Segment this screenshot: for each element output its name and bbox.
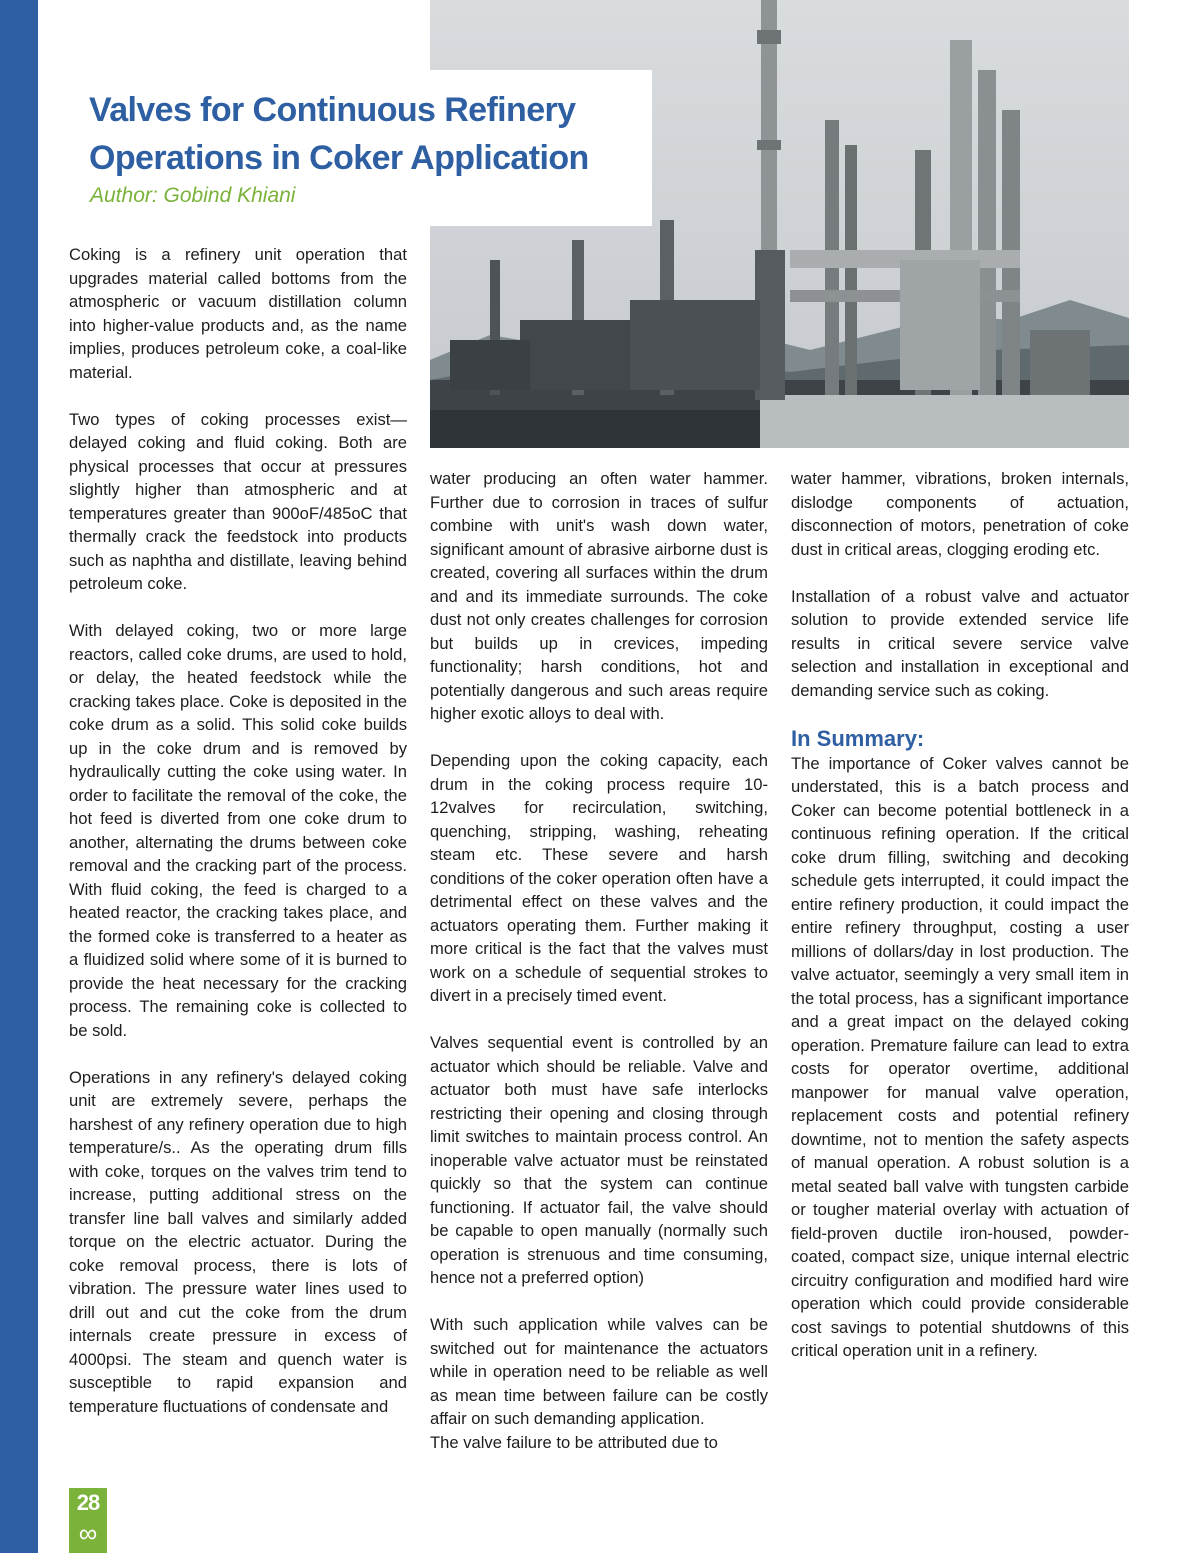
paragraph: Depending upon the coking capacity, each drum in the coking process require 10-12valves for recirculation, switching, quenching, stripping, washing, reheating steam etc. These severe and harsh conditions of the coker operation often have a detrimental effect on these valves and the actuators operating them. Further making it more critical is the fact that the valves must work on a schedule of sequential strokes to divert in a precisely timed event. (430, 751, 768, 1005)
infinity-logo-icon: ∞ (78, 1518, 98, 1548)
side-color-bar (0, 0, 38, 1553)
page-number: 28 (76, 1490, 100, 1515)
paragraph: Two types of coking processes exist—delayed coking and fluid coking. Both are physical processes that occur at pressures slightly higher than atmospheric and at temperatures greater than 900oF/485oC that thermally crack the feedstock into products such as naphtha and distillate, leaving behind petroleum coke. (69, 409, 407, 593)
paragraph: With such application while valves can be switched out for maintenance the actuators while in operation need to be reliable as well as mean time between failure can be costly affair on such demanding application. (430, 1315, 768, 1428)
summary-paragraph: The importance of Coker valves cannot be understated, this is a batch process and Coker can become potential bottleneck in a continuous refining operation. If the critical coke drum filling, switching and decoking schedule gets interrupted, it could impact the entire refinery production, it could impact the entire refinery throughput, costing a user millions of dollars/day in lost production. The valve actuator, seemingly a very small item in the total process, has a significant importance and a great impact on the delayed coking operation. Premature failure can lead to extra costs for operator overtime, additional manpower for manual valve operation, replacement costs and potential refinery downtime, not to mention the safety aspects of manual operation. A robust solution is a metal seated ball valve with tungsten carbide or tougher material overlay with actuation of field-proven ductile iron-housed, powder-coated, compact size, unique internal electric circuitry configuration and modified hard wire operation which could provide considerable cost savings to potential shutdowns of this critical operation unit in a refinery. (791, 753, 1129, 1360)
text-column-3 (791, 467, 1129, 1386)
paragraph: water hammer, vibrations, broken internals, dislodge components of actuation, disconnection of motors, penetration of coke dust in critical areas, clogging eroding etc. (791, 469, 1129, 559)
summary-heading: In Summary: (791, 725, 925, 751)
article-title: Valves for Continuous Refinery Operations in Coker Application (89, 91, 589, 177)
text-column-1 (69, 243, 407, 1442)
paragraph: Operations in any refinery's delayed coking unit are extremely severe, perhaps the harshest of any refinery operation due to high temperature/s.. As the operating drum fills with coke, torques on the valves trim tend to increase, putting additional stress on the transfer line ball valves and similarly added torque on the electric actuator. During the coke removal process, there is lots of vibration. The pressure water lines used to drill out and cut the coke from the drum internals create pressure in excess of 4000psi. The steam and quench water is susceptible to rapid expansion and temperature fluctuations of condensate and (69, 1067, 407, 1416)
paragraph: Installation of a robust valve and actuator solution to provide extended service life results in critical severe service valve selection and installation in exceptional and demanding service such as coking. (791, 586, 1129, 700)
paragraph: water producing an often water hammer. Further due to corrosion in traces of sulfur combine with unit's wash down water, significant amount of abrasive airborne dust is created, covering all surfaces within the drum and and its immediate surrounds. The coke dust not only creates challenges for corrosion but builds up in crevices, impeding functionality; harsh conditions, hot and potentially dangerous and such areas require higher exotic alloys to deal with. (430, 469, 768, 723)
paragraph: With delayed coking, two or more large reactors, called coke drums, are used to hold, or delay, the heated feedstock while the cracking takes place. Coke is deposited in the coke drum as a solid. This solid coke builds up in the coke drum and is removed by hydraulically cutting the coke using water. In order to facilitate the removal of the coke, the hot feed is diverted from one coke drum to another, alternating the drums between coke removal and the cracking part of the process. With fluid coking, the feed is charged to a heated reactor, the cracking takes place, and the formed coke is transferred to a heater as a fluidized solid where some of it is burned to provide the heat necessary for the cracking process. The remaining coke is collected to be sold. (69, 621, 407, 1040)
paragraph: Valves sequential event is controlled by an actuator which should be reliable. Valve and actuator both must have safe interlocks restricting their opening and closing through limit switches to maintain process control. An inoperable valve actuator must be reinstated quickly so that the system can continue functioning. If actuator fail, the valve should be capable to open manually (normally such operation is strenuous and time consuming, hence not a preferred option) (430, 1033, 768, 1287)
text-column-2 (430, 467, 768, 1478)
paragraph: The valve failure to be attributed due to (430, 1432, 718, 1452)
page-number-badge (69, 1488, 107, 1553)
article-author: Author: Gobind Khiani (90, 184, 296, 207)
paragraph: Coking is a refinery unit operation that upgrades material called bottoms from the atmospheric or vacuum distillation column into higher-value products and, as the name implies, produces petroleum coke, a coal-like material. (69, 245, 407, 382)
